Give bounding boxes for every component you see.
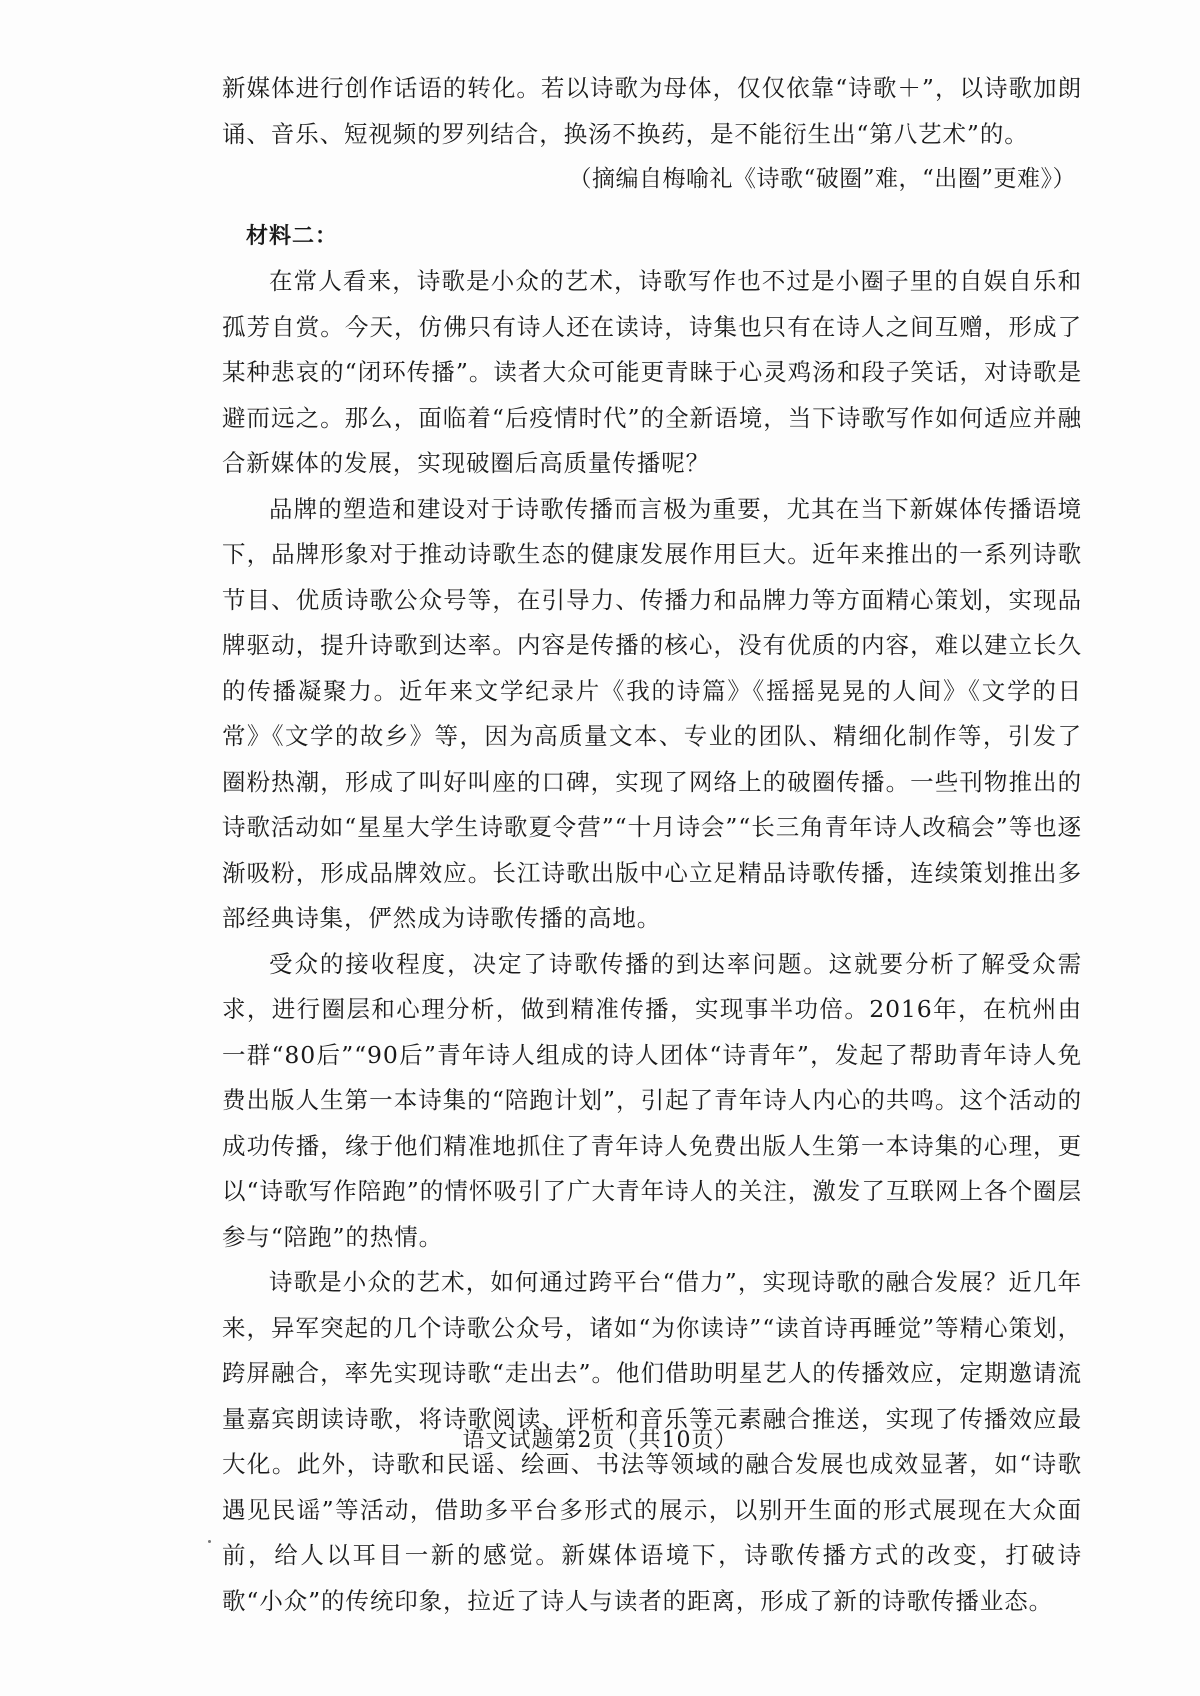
page-content xyxy=(222,66,1082,1624)
material-two-paragraph-3: 受众的接收程度，决定了诗歌传播的到达率问题。这就要分析了解受众需求，进行圈层和心理分析，做到精准传播，实现事半功倍。2016年，在杭州由一群“80后”“90后”青年诗人组成的诗人团体“诗青年”，发起了帮助青年诗人免费出版人生第一本诗集的“陪跑计划”，引起了青年诗人内心的共鸣。这个活动的成功传播，缘于他们精准地抓住了青年诗人免费出版人生第一本诗集的心理，更以“诗歌写作陪跑”的情怀吸引了广大青年诗人的关注，激发了互联网上各个圈层参与“陪跑”的热情。 xyxy=(222,949,1082,1251)
source-citation: （摘编自梅喻礼《诗歌“破圈”难，“出圈”更难》） xyxy=(568,166,1076,192)
intro-paragraph: 新媒体进行创作话语的转化。若以诗歌为母体，仅仅依靠“诗歌＋”，以诗歌加朗诵、音乐、短视频的罗列结合，换汤不换药，是不能衍生出“第八艺术”的。 xyxy=(222,74,1082,148)
page-footer: 语文试题第2页（共10页） xyxy=(462,1428,738,1453)
material-two-heading: 材料二： xyxy=(246,224,339,249)
scan-speck xyxy=(208,1540,211,1543)
material-two-paragraph-1: 在常人看来，诗歌是小众的艺术，诗歌写作也不过是小圈子里的自娱自乐和孤芳自赏。今天，仿佛只有诗人还在读诗，诗集也只有在诗人之间互赠，形成了某种悲哀的“闭环传播”。读者大众可能更青睐于心灵鸡汤和段子笑话，对诗歌是避而远之。那么，面临着“后疫情时代”的全新语境，当下诗歌写作如何适应并融合新媒体的发展，实现破圈后高质量传播呢？ xyxy=(222,267,1082,477)
material-two-paragraph-2: 品牌的塑造和建设对于诗歌传播而言极为重要，尤其在当下新媒体传播语境下，品牌形象对于推动诗歌生态的健康发展作用巨大。近年来推出的一系列诗歌节目、优质诗歌公众号等，在引导力、传播力和品牌力等方面精心策划，实现品牌驱动，提升诗歌到达率。内容是传播的核心，没有优质的内容，难以建立长久的传播凝聚力。近年来文学纪录片《我的诗篇》《摇摇晃晃的人间》《文学的日常》《文学的故乡》等，因为高质量文本、专业的团队、精细化制作等，引发了圈粉热潮，形成了叫好叫座的口碑，实现了网络上的破圈传播。一些刊物推出的诗歌活动如“星星大学生诗歌夏令营”“十月诗会”“长三角青年诗人改稿会”等也逐渐吸粉，形成品牌效应。长江诗歌出版中心立足精品诗歌传播，连续策划推出多部经典诗集，俨然成为诗歌传播的高地。 xyxy=(222,494,1082,932)
material-two-paragraph-4: 诗歌是小众的艺术，如何通过跨平台“借力”，实现诗歌的融合发展？近几年来，异军突起的几个诗歌公众号，诸如“为你读诗”“读首诗再睡觉”等精心策划，跨屏融合，率先实现诗歌“走出去”。他们借助明星艺人的传播效应，定期邀请流量嘉宾朗读诗歌，将诗歌阅读、评析和音乐等元素融合推送，实现了传播效应最大化。此外，诗歌和民谣、绘画、书法等领域的融合发展也成效显著，如“诗歌遇见民谣”等活动，借助多平台多形式的展示，以别开生面的形式展现在大众面前，给人以耳目一新的感觉。新媒体语境下，诗歌传播方式的改变，打破诗歌“小众”的传统印象，拉近了诗人与读者的距离，形成了新的诗歌传播业态。 xyxy=(222,1268,1082,1615)
